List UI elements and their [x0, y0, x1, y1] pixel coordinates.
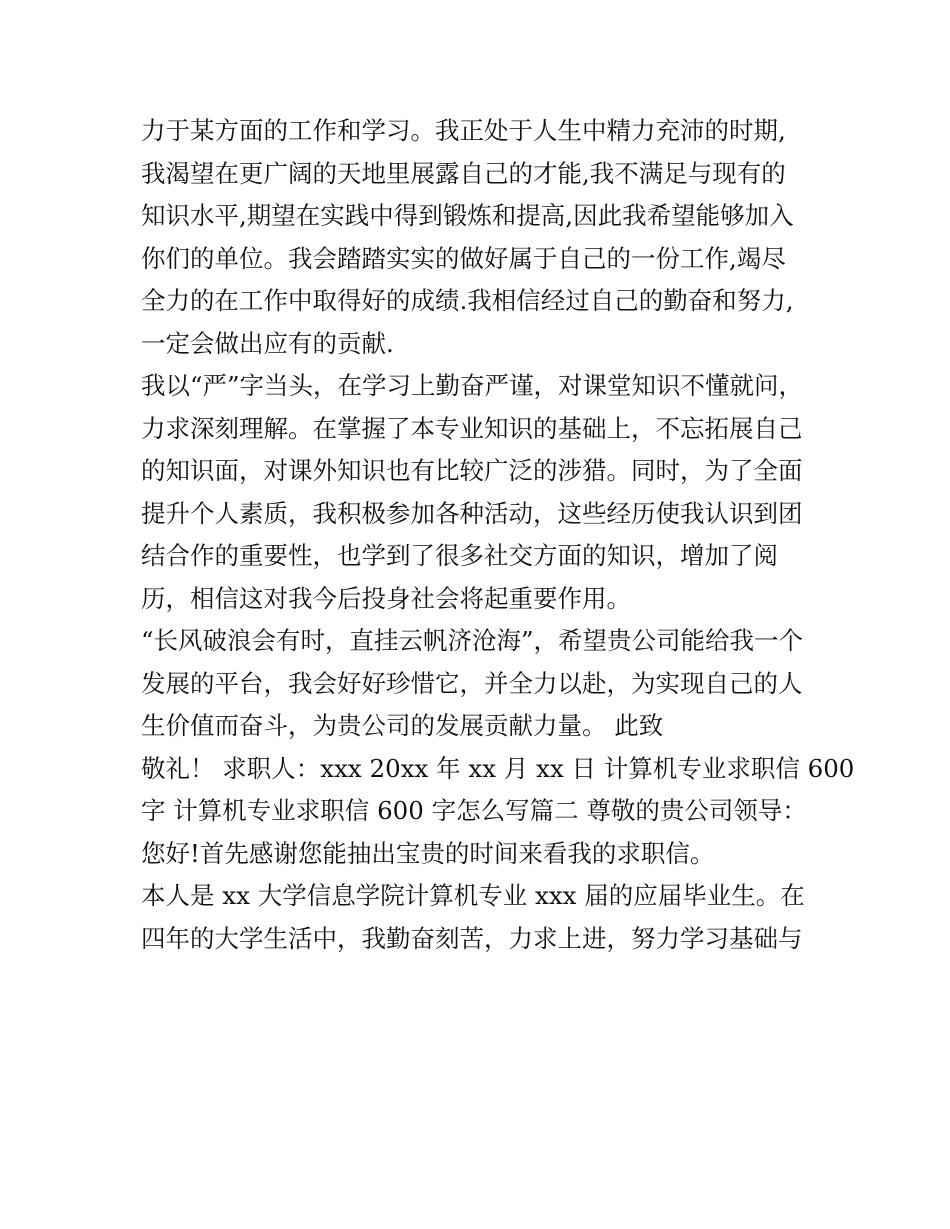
text-line: 一定会做出应有的贡献. — [141, 328, 394, 358]
body-text — [141, 110, 855, 960]
text-line: 字 计算机专业求职信 600 字怎么写篇二 尊敬的贵公司领导： — [141, 796, 807, 825]
text-line: 力于某方面的工作和学习。我正处于人生中精力充沛的时期, — [141, 116, 786, 145]
text-line: 您好!首先感谢您能抽出宝贵的时间来看我的求职信。 — [141, 838, 715, 868]
text-line: 的知识面，对课外知识也有比较广泛的涉猎。同时，为了全面 — [141, 456, 803, 485]
text-line: 发展的平台，我会好好珍惜它，并全力以赴，为实现自己的人 — [141, 668, 803, 698]
text-line: 我以“严”字当头，在学习上勤奋严谨，对课堂知识不懂就问， — [141, 371, 804, 400]
text-line: 你们的单位。我会踏踏实实的做好属于自己的一份工作,竭尽 — [141, 243, 786, 273]
text-line: 我渴望在更广阔的天地里展露自己的才能,我不满足与现有的 — [141, 158, 786, 188]
text-line: 四年的大学生活中，我勤奋刻苦，力求上进，努力学习基础与 — [141, 923, 803, 953]
text-line: 敬礼！ 求职人：xxx 20xx 年 xx 月 xx 日 计算机专业求职信 600 — [141, 753, 855, 783]
text-line: 结合作的重要性，也学到了很多社交方面的知识，增加了阅 — [141, 541, 778, 570]
text-line: “长风破浪会有时，直挂云帆济沧海”，希望贵公司能给我一个 — [141, 626, 804, 655]
text-line: 提升个人素质，我积极参加各种活动，这些经历使我认识到团 — [141, 498, 803, 528]
text-line: 生价值而奋斗，为贵公司的发展贡献力量。 此致 — [141, 711, 664, 740]
text-line: 全力的在工作中取得好的成绩.我相信经过自己的勤奋和努力, — [141, 286, 794, 315]
text-line: 本人是 xx 大学信息学院计算机专业 xxx 届的应届毕业生。在 — [141, 881, 805, 910]
text-line: 力求深刻理解。在掌握了本专业知识的基础上，不忘拓展自己 — [141, 413, 803, 443]
text-line: 历，相信这对我今后投身社会将起重要作用。 — [141, 583, 631, 613]
text-line: 知识水平,期望在实践中得到锻炼和提高,因此我希望能够加入 — [141, 201, 794, 230]
